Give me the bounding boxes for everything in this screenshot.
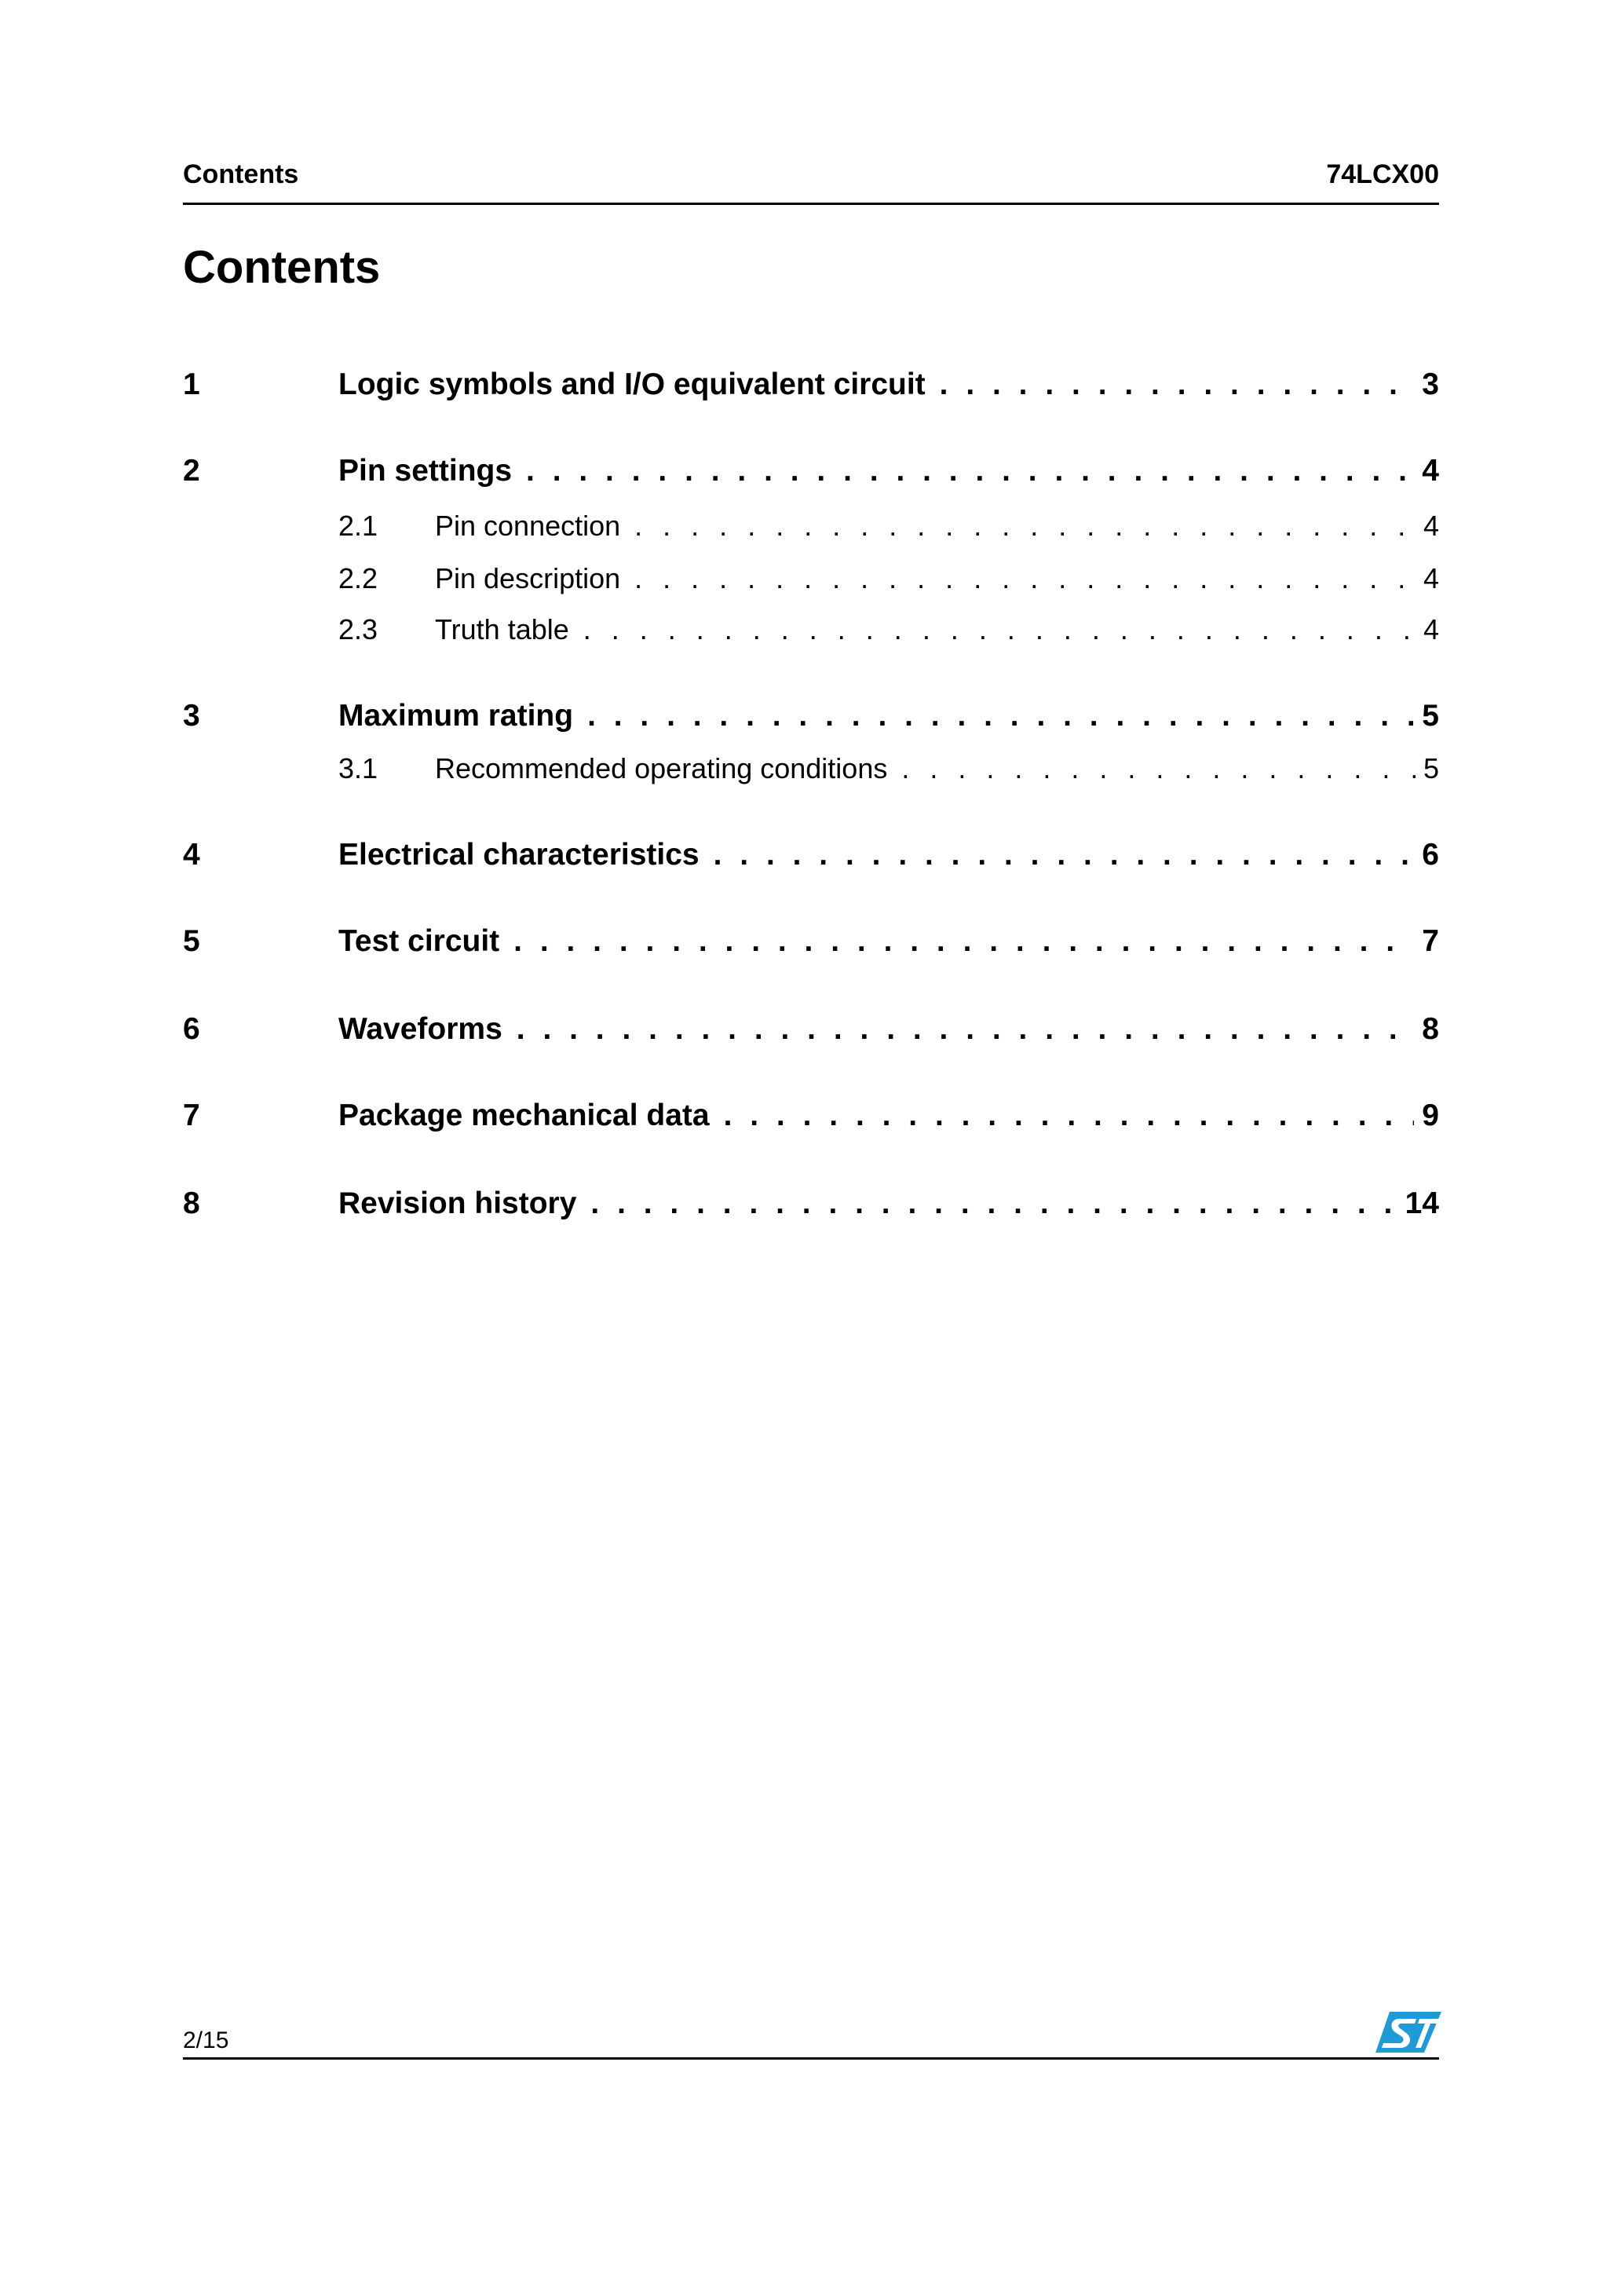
toc-entry-page[interactable]: 5 <box>1423 752 1439 784</box>
toc-entry-title[interactable]: Electrical characteristics <box>338 838 700 872</box>
toc-entry-number: 6 <box>183 1012 200 1046</box>
toc-entry-title[interactable]: Recommended operating conditions <box>435 752 888 784</box>
dot-leader <box>714 836 1415 874</box>
toc-entry-number: 5 <box>183 924 200 958</box>
dot-leader <box>526 452 1414 490</box>
toc-entry[interactable] <box>183 750 1439 788</box>
dot-leader <box>513 923 1414 960</box>
toc-entry-number: 1 <box>183 367 200 401</box>
toc-entry-title[interactable]: Logic symbols and I/O equivalent circuit <box>338 367 926 401</box>
toc-entry-number: 2 <box>183 454 200 488</box>
toc-entry[interactable] <box>183 611 1439 649</box>
header-rule <box>183 203 1439 205</box>
toc-entry-page[interactable]: 4 <box>1422 454 1439 488</box>
toc-entry-title[interactable]: Truth table <box>435 613 569 645</box>
dot-leader <box>583 611 1416 649</box>
dot-leader <box>940 366 1415 404</box>
toc-entry[interactable] <box>183 836 1439 874</box>
toc-entry-title[interactable]: Maximum rating <box>338 699 574 733</box>
toc-entry-page[interactable]: 14 <box>1405 1186 1439 1220</box>
dot-leader <box>901 750 1416 788</box>
running-header-part-number: 74LCX00 <box>1326 159 1439 189</box>
toc-entry[interactable] <box>183 697 1439 735</box>
toc-entry[interactable] <box>183 507 1439 545</box>
toc-entry-title[interactable]: Package mechanical data <box>338 1099 710 1132</box>
toc-entry-number: 3 <box>183 699 200 733</box>
dot-leader <box>724 1097 1415 1135</box>
toc-entry-number: 2.1 <box>338 510 378 542</box>
toc-entry-title[interactable]: Pin description <box>435 562 621 594</box>
dot-leader <box>634 560 1416 598</box>
toc-entry-page[interactable]: 4 <box>1423 613 1439 645</box>
toc-entry-number: 3.1 <box>338 752 378 784</box>
dot-leader <box>590 1185 1397 1223</box>
toc-entry-title[interactable]: Pin settings <box>338 454 513 488</box>
toc-entry-page[interactable]: 7 <box>1422 924 1439 958</box>
toc-entry[interactable] <box>183 452 1439 490</box>
toc-entry-page[interactable]: 6 <box>1422 838 1439 872</box>
footer-rule <box>183 2057 1439 2060</box>
toc-entry-page[interactable]: 8 <box>1422 1012 1439 1046</box>
toc-entry[interactable] <box>183 1011 1439 1048</box>
toc-entry-number: 2.2 <box>338 562 378 594</box>
dot-leader <box>634 507 1416 545</box>
toc-entry[interactable] <box>183 560 1439 598</box>
toc-entry[interactable] <box>183 1185 1439 1223</box>
toc-entry-number: 2.3 <box>338 613 378 645</box>
st-logo-icon <box>1375 2012 1441 2054</box>
toc-entry-page[interactable]: 5 <box>1422 699 1439 733</box>
page-number: 2/15 <box>183 2027 229 2053</box>
toc-entry-page[interactable]: 3 <box>1422 367 1439 401</box>
toc-entry[interactable] <box>183 1097 1439 1135</box>
toc-entry-page[interactable]: 9 <box>1422 1099 1439 1132</box>
toc-entry-title[interactable]: Waveforms <box>338 1012 502 1046</box>
dot-leader <box>587 697 1414 735</box>
dot-leader <box>517 1011 1415 1048</box>
toc-entry-page[interactable]: 4 <box>1423 510 1439 542</box>
toc-entry-title[interactable]: Revision history <box>338 1186 577 1220</box>
toc-entry-title[interactable]: Pin connection <box>435 510 621 542</box>
toc-entry-number: 7 <box>183 1099 200 1132</box>
page-title: Contents <box>183 242 381 293</box>
toc-entry-number: 8 <box>183 1186 200 1220</box>
toc-entry-page[interactable]: 4 <box>1423 562 1439 594</box>
toc-entry[interactable] <box>183 923 1439 960</box>
running-header-section: Contents <box>183 159 299 189</box>
toc-entry-number: 4 <box>183 838 200 872</box>
toc-entry-title[interactable]: Test circuit <box>338 924 500 958</box>
toc-entry[interactable] <box>183 366 1439 404</box>
